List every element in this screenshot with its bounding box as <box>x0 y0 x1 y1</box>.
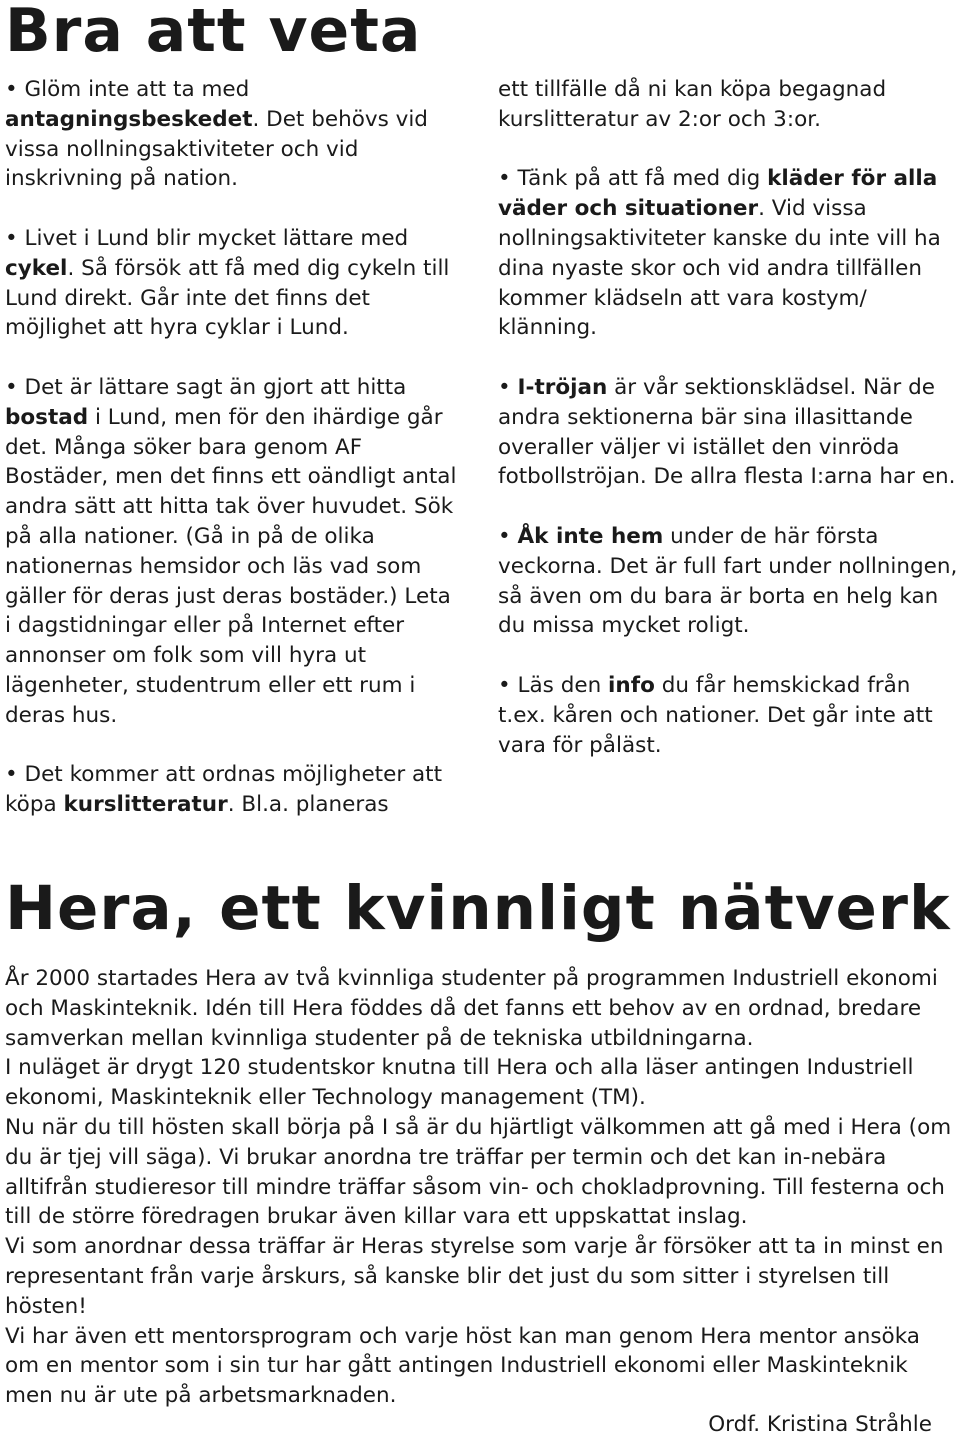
tip-paragraph <box>498 164 960 343</box>
article-paragraph: Vi har även ett mentorsprogram och varje höst kan man genom Hera mentor ansöka om en mentor som i sin tur har gått antingen Industriell ekonomi eller Maskinteknik men nu är ute på arbetsmarknaden. <box>5 1323 920 1409</box>
article-paragraph: Vi som anordnar dessa träffar är Heras styrelse som varje år försöker att ta in minst en representant från varje årskurs, så kanske blir det just du som sitter i styrelsen till hösten! <box>5 1234 944 1319</box>
tip-paragraph <box>5 760 460 820</box>
article-paragraph: År 2000 startades Hera av två kvinnliga studenter på programmen Industriell ekonomi och Maskinteknik. Idén till Hera föddes då det fanns ett behov av en ordnad, bredare samverkan mellan kvinnliga studenter på de tekniska utbildningarna. <box>5 966 938 1051</box>
page-title: Bra att veta <box>5 0 422 66</box>
tip-paragraph <box>498 671 960 760</box>
tip-paragraph <box>498 75 960 135</box>
left-column <box>5 75 460 850</box>
tip-paragraph <box>5 75 460 194</box>
tip-text: • Det är lättare sagt än gjort att hitta <box>5 374 407 400</box>
tip-text: . Så försök att få med dig cykeln till Lund direkt. Går inte det finns det möjlighet att hyra cyklar i Lund. <box>5 255 450 341</box>
tip-text: du får hemskickad från t.ex. kåren och nationer. Det går inte att vara för påläst. <box>498 672 933 758</box>
tip-text: är vår sektionsklädsel. När de andra sektionerna bär sina illasittande overaller väljer vi istället den vinröda fotbollströjan. De allra flesta I:arna har en. <box>498 374 956 490</box>
signature: Ordf. Kristina Stråhle <box>708 1412 932 1437</box>
right-column <box>498 75 960 790</box>
tip-keyword: kläder för alla väder och situationer <box>498 166 938 222</box>
tip-text: . Bl.a. planeras <box>227 792 389 818</box>
tip-text: • Det kommer att ordnas möjligheter att köpa <box>5 762 443 818</box>
tip-paragraph <box>498 522 960 641</box>
tip-paragraph <box>5 373 460 731</box>
tip-keyword: kurslitteratur <box>63 792 228 818</box>
tip-keyword: info <box>608 672 655 698</box>
tip-paragraph <box>5 224 460 343</box>
tip-keyword: bostad <box>5 404 89 430</box>
tip-keyword: antagningsbeskedet <box>5 106 253 132</box>
tip-text: under de här första veckorna. Det är full fart under nollningen, så även om du bara är borta en helg kan du missa mycket roligt. <box>498 523 958 639</box>
tip-text: • Glöm inte att ta med <box>5 77 250 102</box>
article-body <box>5 964 960 1411</box>
tip-text: • <box>498 374 518 400</box>
tip-text: • <box>498 523 518 549</box>
article-paragraph: Nu när du till hösten skall börja på I så är du hjärtligt välkommen att gå med i Hera (om du är tjej vill säga). Vi brukar anordna tre träffar per termin och det kan in-nebära alltifrån studieresor till mindre träffar såsom vin- och chokladprovning. Till festerna och till de större föredragen brukar även killar vara ett uppskattat inslag. <box>5 1114 952 1230</box>
tip-text: • Livet i Lund blir mycket lättare med <box>5 225 409 251</box>
tip-text: . Det behövs vid vissa nollningsaktiviteter och vid inskrivning på nation. <box>5 106 428 192</box>
tip-keyword: Åk inte hem <box>517 523 664 549</box>
tip-text: • Tänk på att få med dig <box>498 166 768 192</box>
tip-text: i Lund, men för den ihärdige går det. Många söker bara genom AF Bostäder, men det finns ett oändligt antal andra sätt att hitta tak över huvudet. Sök på alla nationer. (Gå in på de olika nationernas hemsidor och läs vad som gäller för deras just deras bostäder.) Leta i dagstidningar eller på Internet efter annonser om folk som vill hyra ut lägenheter, studentrum eller ett rum i deras hus. <box>5 404 457 728</box>
tip-text: . Vid vissa nollningsaktiviteter kanske du inte vill ha dina nyaste skor och vid andra tillfällen kommer klädseln att vara kostym/ klänning. <box>498 196 941 341</box>
tip-paragraph <box>498 373 960 492</box>
tip-text: • Läs den <box>498 672 609 698</box>
tip-keyword: cykel <box>5 255 68 281</box>
tip-text: ett tillfälle då ni kan köpa begagnad kurslitteratur av 2:or och 3:or. <box>498 77 887 132</box>
tip-keyword: I-tröjan <box>517 374 608 400</box>
section-title: Hera, ett kvinnligt nätverk <box>5 873 951 944</box>
article-paragraph: I nuläget är drygt 120 studentskor knutna till Hera och alla läser antingen Industriell ekonomi, Maskinteknik eller Technology management (TM). <box>5 1055 914 1111</box>
